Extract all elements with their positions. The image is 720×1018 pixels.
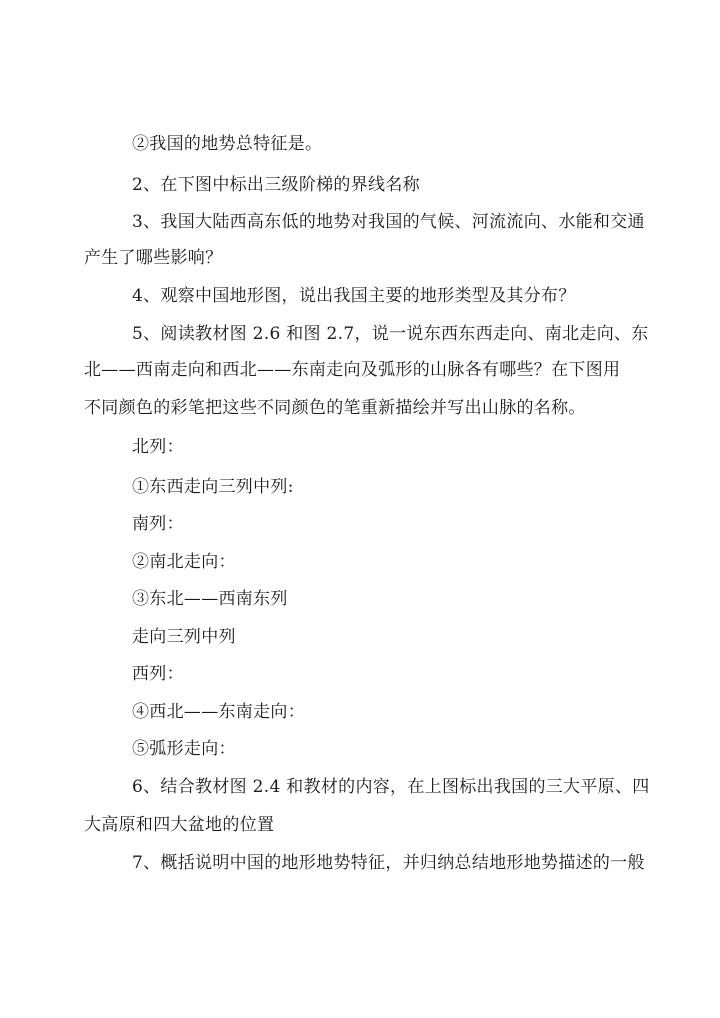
text-line: 7、概括说明中国的地形地势特征，并归纳总结地形地势描述的一般 [132,853,645,873]
text-line: 大高原和四大盆地的位置 [84,815,275,835]
text-line: ③东北——西南东列 [132,589,288,609]
text-line: 北列： [132,437,184,457]
text-line: 6、结合教材图 2.4 和教材的内容，在上图标出我国的三大平原、四 [132,777,650,797]
text-line: 西列： [132,664,184,684]
text-line: 5、阅读教材图 2.6 和图 2.7，说一说东西东西走向、南北走向、东 [132,324,649,344]
text-line: ①东西走向三列中列: [132,477,294,497]
text-line: ②我国的地势总特征是。 [132,134,323,154]
text-line: 不同颜色的彩笔把这些不同颜色的笔重新描绘并写出山脉的名称。 [84,398,586,418]
text-line: 3、我国大陆西高东低的地势对我国的气候、河流流向、水能和交通 [132,212,645,232]
text-line: 南列： [132,514,184,534]
text-line: 4、观察中国地形图，说出我国主要的地形类型及其分布？ [132,286,576,306]
text-line: ⑤弧形走向： [132,739,236,759]
text-line: 产生了哪些影响？ [84,248,223,268]
text-line: ④西北——东南走向： [132,702,305,722]
text-line: ②南北走向： [132,552,236,572]
text-line: 北——西南走向和西北——东南走向及弧形的山脉各有哪些？在下图用 [84,360,621,380]
text-line: 走向三列中列 [132,627,236,647]
text-line: 2、在下图中标出三级阶梯的界线名称 [132,175,420,195]
